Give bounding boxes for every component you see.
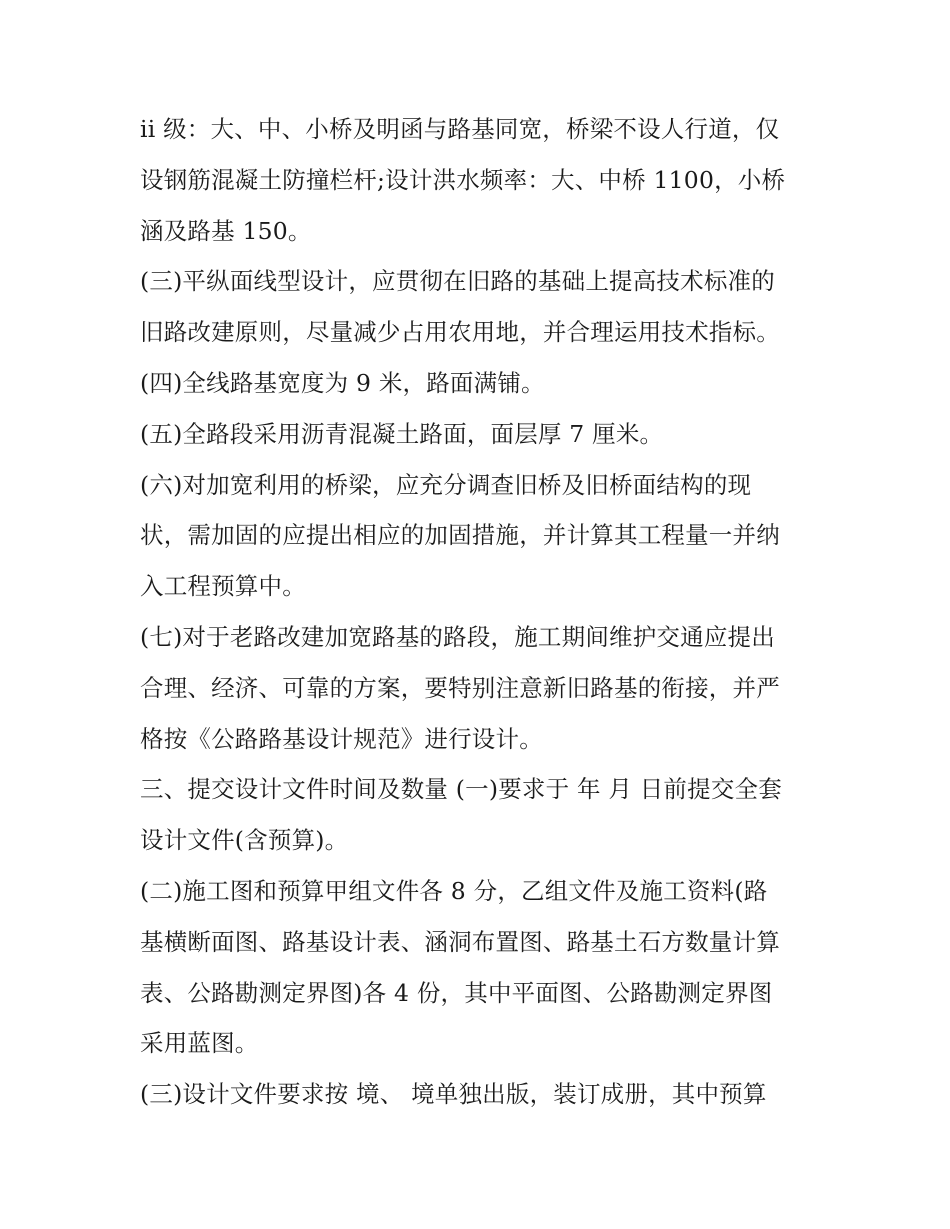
text-line: 表、公路勘测定界图)各 4 份，其中平面图、公路勘测定界图 <box>140 978 773 1007</box>
text-line: 基横断面图、路基设计表、涵洞布置图、路基土石方数量计算 <box>140 927 780 956</box>
text-line: 合理、经济、可靠的方案，要特别注意新旧路基的衔接，并严 <box>140 673 780 702</box>
text-line: 三、提交设计文件时间及数量 (一)要求于 年 月 日前提交全套 <box>140 775 782 804</box>
text-line: 采用蓝图。 <box>140 1029 259 1058</box>
text-line: 入工程预算中。 <box>140 572 306 601</box>
text-line: ii 级：大、中、小桥及明函与路基同宽，桥梁不设人行道，仅 <box>140 115 780 143</box>
text-line: (二)施工图和预算甲组文件各 8 分，乙组文件及施工资料(路 <box>140 876 768 905</box>
text-line: (五)全路段采用沥青混凝土路面，面层厚 7 厘米。 <box>140 419 664 448</box>
text-line: (三)设计文件要求按 境、 境单独出版，装订成册，其中预算 <box>140 1080 767 1109</box>
text-line: 格按《公路路基设计规范》进行设计。 <box>140 724 543 753</box>
document-body <box>140 104 820 1120</box>
text-line: (三)平纵面线型设计，应贯彻在旧路的基础上提高技术标准的 <box>140 267 775 296</box>
text-line: (七)对于老路改建加宽路基的路段，施工期间维护交通应提出 <box>140 622 775 651</box>
text-line: 旧路改建原则，尽量减少占用农用地，并合理运用技术指标。 <box>140 318 780 347</box>
text-line: 设钢筋混凝土防撞栏杆;设计洪水频率：大、中桥 1100，小桥 <box>140 165 786 194</box>
text-line: (六)对加宽利用的桥梁，应充分调查旧桥及旧桥面结构的现 <box>140 470 752 499</box>
text-line: 设计文件(含预算)。 <box>140 826 349 855</box>
text-line: 状，需加固的应提出相应的加固措施，并计算其工程量一并纳 <box>140 521 780 550</box>
text-line: (四)全线路基宽度为 9 米，路面满铺。 <box>140 368 545 397</box>
text-line: 涵及路基 150。 <box>140 216 312 245</box>
